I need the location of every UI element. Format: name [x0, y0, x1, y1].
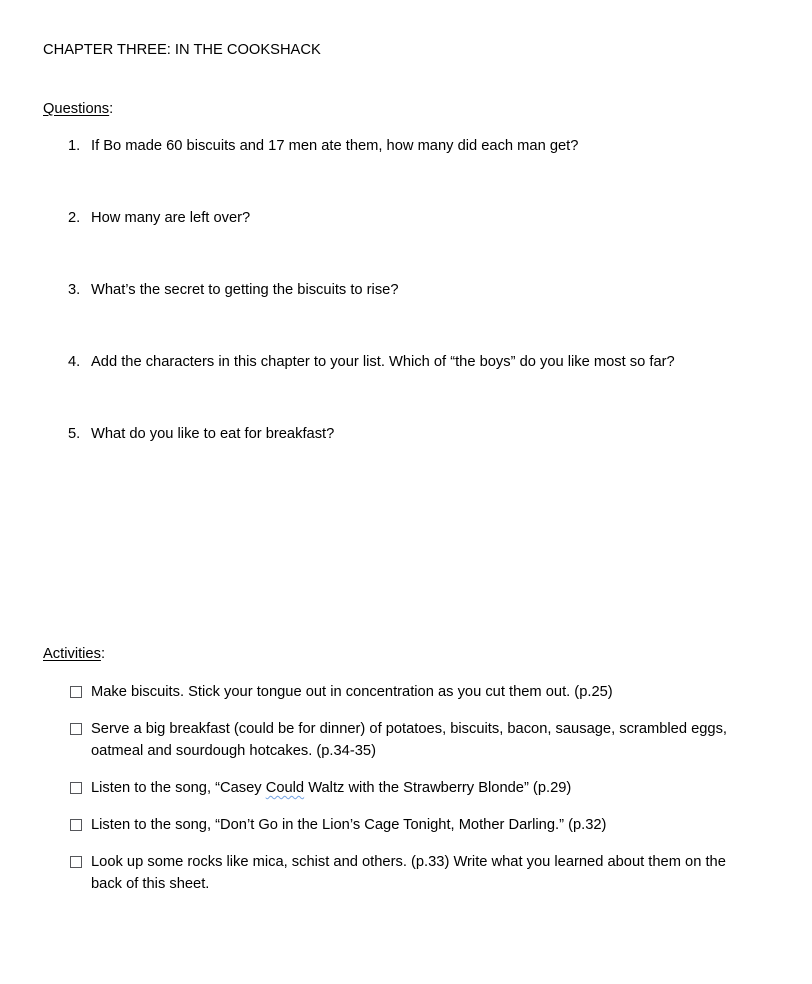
activity-text: Listen to the song, “Don’t Go in the Lion’s Cage Tonight, Mother Darling.” (p.32)	[91, 817, 607, 833]
activity-item-4	[43, 814, 746, 836]
question-text: If Bo made 60 biscuits and 17 men ate them, how many did each man get?	[91, 138, 579, 154]
question-item-1	[43, 135, 746, 157]
questions-heading-text: Questions	[43, 101, 110, 117]
activity-text: Serve a big breakfast (could be for dinner) of potatoes, biscuits, bacon, sausage, scrambled eggs, oatmeal and sourdough hotcakes. (p.34-35)	[91, 721, 728, 759]
activity-item-1	[43, 681, 746, 703]
questions-section	[43, 98, 746, 445]
question-number: 2.	[68, 210, 81, 226]
activities-heading	[43, 643, 746, 665]
question-number: 5.	[68, 426, 81, 442]
question-text: Add the characters in this chapter to your list. Which of “the boys” do you like most so far?	[91, 354, 675, 370]
activity-item-5	[43, 851, 746, 895]
grammar-squiggle-word: Could	[265, 780, 305, 796]
activity-text: Look up some rocks like mica, schist and others. (p.33) Write what you learned about them on the back of this sheet.	[91, 854, 726, 892]
question-item-5	[43, 423, 746, 445]
activity-text-prefix: Listen to the song, “Casey	[91, 780, 266, 796]
activity-text-suffix: Waltz with the Strawberry Blonde” (p.29)	[304, 780, 572, 796]
question-number: 3.	[68, 282, 81, 298]
question-number: 1.	[68, 138, 81, 154]
checkbox-icon[interactable]	[70, 782, 82, 794]
question-item-4	[43, 351, 746, 373]
questions-heading	[43, 98, 746, 120]
activity-text	[91, 780, 571, 796]
question-item-3	[43, 279, 746, 301]
checkbox-icon[interactable]	[70, 819, 82, 831]
activities-heading-colon: :	[100, 646, 106, 662]
activity-item-3	[43, 777, 746, 799]
activity-text: Make biscuits. Stick your tongue out in concentration as you cut them out. (p.25)	[91, 684, 613, 700]
activities-section	[43, 643, 746, 895]
question-text: What do you like to eat for breakfast?	[91, 426, 335, 442]
activities-list	[43, 681, 746, 895]
chapter-title: CHAPTER THREE: IN THE COOKSHACK	[43, 42, 321, 58]
checkbox-icon[interactable]	[70, 686, 82, 698]
question-item-2	[43, 207, 746, 229]
question-number: 4.	[68, 354, 81, 370]
questions-list	[43, 135, 746, 445]
activities-heading-text: Activities	[43, 646, 101, 662]
activity-item-2	[43, 718, 746, 762]
question-text: How many are left over?	[91, 210, 251, 226]
checkbox-icon[interactable]	[70, 856, 82, 868]
questions-heading-colon: :	[109, 101, 114, 117]
question-text: What’s the secret to getting the biscuits to rise?	[91, 282, 399, 298]
checkbox-icon[interactable]	[70, 723, 82, 735]
